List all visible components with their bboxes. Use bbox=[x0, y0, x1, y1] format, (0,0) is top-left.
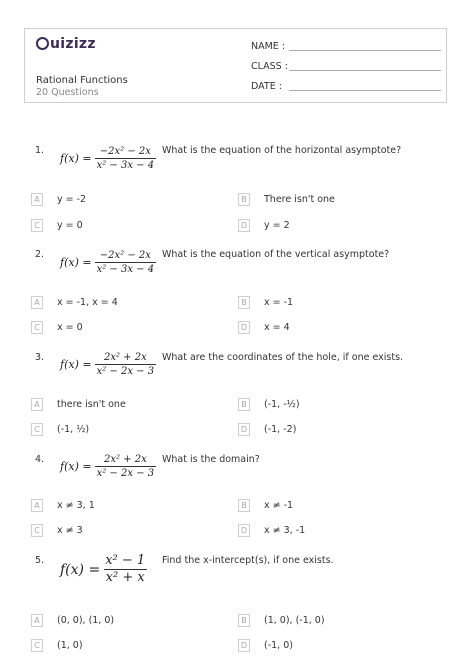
formula-numerator: 2x² + 2x bbox=[103, 352, 147, 363]
option-letter-box: D bbox=[238, 524, 250, 537]
formula-fraction bbox=[95, 351, 157, 378]
option-letter-box: C bbox=[31, 524, 43, 537]
class-label: CLASS : bbox=[251, 61, 288, 72]
formula-fraction bbox=[103, 553, 147, 586]
question-formula bbox=[60, 351, 156, 378]
option-letter-box: A bbox=[31, 398, 43, 411]
formula-numerator: −2x² − 2x bbox=[99, 250, 151, 261]
option-letter-box: C bbox=[31, 219, 43, 232]
question-formula bbox=[60, 249, 156, 276]
option-d[interactable] bbox=[238, 423, 296, 436]
question-number: 3. bbox=[35, 352, 45, 363]
worksheet-subtitle: 20 Questions bbox=[36, 87, 99, 98]
option-text: x ≠ 3 bbox=[57, 525, 83, 536]
formula-numerator: 2x² + 2x bbox=[103, 454, 147, 465]
option-letter-box: B bbox=[238, 296, 250, 309]
question-number: 2. bbox=[35, 249, 45, 260]
formula-numerator: x² − 1 bbox=[105, 553, 146, 568]
formula-denominator: x² + x bbox=[105, 570, 145, 585]
date-line bbox=[289, 90, 441, 91]
option-text: (-1, -½) bbox=[264, 399, 300, 410]
formula-denominator: x² − 3x − 4 bbox=[96, 160, 155, 171]
option-letter-box: B bbox=[238, 499, 250, 512]
option-text: y = 2 bbox=[264, 220, 290, 231]
option-text: x ≠ 3, -1 bbox=[264, 525, 306, 536]
option-d[interactable] bbox=[238, 639, 293, 652]
question-text: What are the coordinates of the hole, if one exists. bbox=[162, 352, 404, 363]
option-b[interactable] bbox=[238, 614, 325, 627]
question-formula bbox=[60, 145, 156, 172]
formula-lhs: f(x) = bbox=[60, 152, 92, 165]
worksheet-title: Rational Functions bbox=[36, 75, 128, 86]
date-field[interactable] bbox=[251, 81, 441, 92]
option-text: (0, 0), (1, 0) bbox=[57, 615, 115, 626]
name-label: NAME : bbox=[251, 41, 286, 52]
question-formula bbox=[60, 553, 147, 586]
option-text: y = -2 bbox=[57, 194, 87, 205]
option-letter-box: B bbox=[238, 614, 250, 627]
option-text: (-1, ½) bbox=[57, 424, 90, 435]
option-text: (-1, 0) bbox=[264, 640, 293, 651]
option-letter-box: A bbox=[31, 614, 43, 627]
formula-fraction bbox=[95, 249, 157, 276]
name-field[interactable] bbox=[251, 41, 441, 52]
option-c[interactable] bbox=[31, 321, 83, 334]
option-letter-box: A bbox=[31, 193, 43, 206]
option-text: x = 0 bbox=[57, 322, 83, 333]
question-number: 1. bbox=[35, 145, 45, 156]
option-d[interactable] bbox=[238, 321, 290, 334]
option-text: (1, 0), (-1, 0) bbox=[264, 615, 325, 626]
option-letter-box: B bbox=[238, 398, 250, 411]
name-line bbox=[289, 50, 441, 51]
logo-text: uizizz bbox=[50, 36, 96, 52]
question-number: 4. bbox=[35, 454, 45, 465]
question-number: 5. bbox=[35, 555, 45, 566]
class-line bbox=[289, 70, 441, 71]
question-text: What is the equation of the horizontal asymptote? bbox=[162, 145, 402, 156]
option-a[interactable] bbox=[31, 398, 126, 411]
option-text: x = -1 bbox=[264, 297, 294, 308]
formula-denominator: x² − 2x − 3 bbox=[96, 468, 155, 479]
option-text: x ≠ -1 bbox=[264, 500, 294, 511]
formula-fraction bbox=[95, 453, 157, 480]
option-a[interactable] bbox=[31, 193, 86, 206]
option-text: there isn't one bbox=[57, 399, 126, 410]
formula-lhs: f(x) = bbox=[60, 256, 92, 269]
option-b[interactable] bbox=[238, 398, 300, 411]
option-letter-box: C bbox=[31, 321, 43, 334]
option-letter-box: D bbox=[238, 639, 250, 652]
formula-fraction bbox=[95, 145, 157, 172]
option-letter-box: A bbox=[31, 296, 43, 309]
formula-lhs: f(x) = bbox=[60, 561, 101, 578]
option-text: (1, 0) bbox=[57, 640, 83, 651]
question-text: What is the equation of the vertical asymptote? bbox=[162, 249, 390, 260]
option-a[interactable] bbox=[31, 614, 114, 627]
quizizz-logo bbox=[36, 35, 96, 52]
option-text: x ≠ 3, 1 bbox=[57, 500, 95, 511]
option-text: (-1, -2) bbox=[264, 424, 297, 435]
option-letter-box: A bbox=[31, 499, 43, 512]
option-d[interactable] bbox=[238, 524, 305, 537]
option-text: y = 0 bbox=[57, 220, 83, 231]
option-b[interactable] bbox=[238, 499, 293, 512]
formula-denominator: x² − 3x − 4 bbox=[96, 264, 155, 275]
logo-q-icon bbox=[36, 37, 49, 50]
option-letter-box: D bbox=[238, 423, 250, 436]
option-b[interactable] bbox=[238, 193, 335, 206]
formula-lhs: f(x) = bbox=[60, 358, 92, 371]
worksheet-header bbox=[24, 28, 447, 103]
option-c[interactable] bbox=[31, 219, 83, 232]
formula-denominator: x² − 2x − 3 bbox=[96, 366, 155, 377]
option-letter-box: C bbox=[31, 639, 43, 652]
question-text: Find the x-intercept(s), if one exists. bbox=[162, 555, 334, 566]
formula-lhs: f(x) = bbox=[60, 460, 92, 473]
class-field[interactable] bbox=[251, 61, 441, 72]
option-text: x = -1, x = 4 bbox=[57, 297, 118, 308]
option-d[interactable] bbox=[238, 219, 290, 232]
option-a[interactable] bbox=[31, 499, 95, 512]
question-text: What is the domain? bbox=[162, 454, 260, 465]
option-text: There isn't one bbox=[264, 194, 335, 205]
option-c[interactable] bbox=[31, 524, 83, 537]
option-c[interactable] bbox=[31, 639, 83, 652]
formula-numerator: −2x² − 2x bbox=[99, 146, 151, 157]
option-letter-box: B bbox=[238, 193, 250, 206]
option-c[interactable] bbox=[31, 423, 89, 436]
option-b[interactable] bbox=[238, 296, 293, 309]
option-a[interactable] bbox=[31, 296, 118, 309]
option-letter-box: D bbox=[238, 219, 250, 232]
option-letter-box: C bbox=[31, 423, 43, 436]
date-label: DATE : bbox=[251, 81, 282, 92]
option-letter-box: D bbox=[238, 321, 250, 334]
option-text: x = 4 bbox=[264, 322, 290, 333]
question-formula bbox=[60, 453, 156, 480]
